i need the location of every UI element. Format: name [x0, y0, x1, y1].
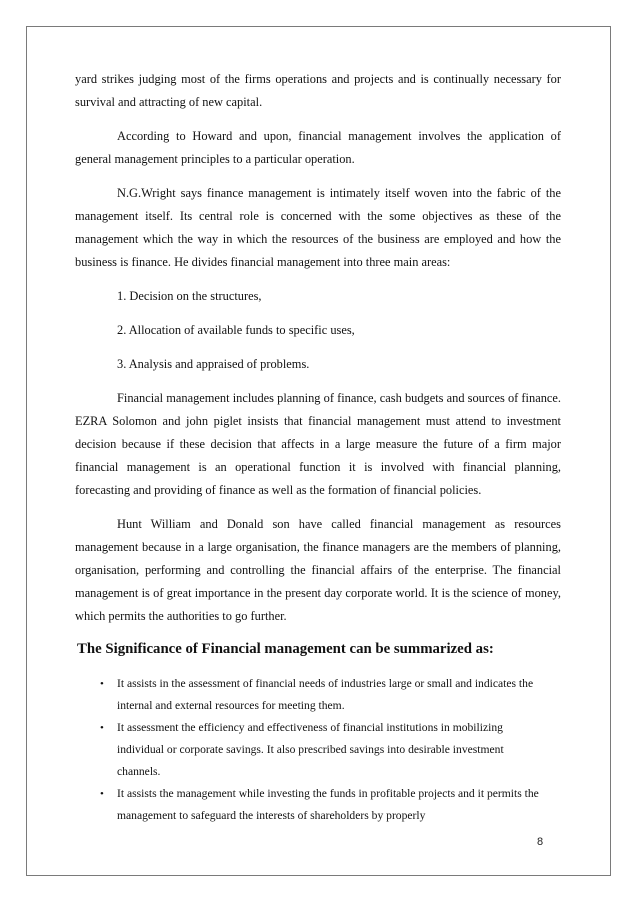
list-item-analysis: 3. Analysis and appraised of problems.: [117, 357, 310, 371]
paragraph-financial-management: Financial management includes planning of finance, cash budgets and sources of finance. EZRA Solomon and john piglet insists that financial management must attend to investment decision because if these decision that affects in a large measure the future of a firm major financial management is an operational function it is involved with financial planning, forecasting and providing of finance as well as the formation of financial policies.: [75, 391, 561, 497]
bullet-text: It assists in the assessment of financial needs of industries large or small and indicates the internal and external resources for meeting them.: [117, 677, 534, 712]
section-heading: The Significance of Financial management can be summarized as:: [77, 641, 494, 657]
list-item-allocation: 2. Allocation of available funds to specific uses,: [117, 323, 355, 337]
paragraph-wright: N.G.Wright says finance management is intimately itself woven into the fabric of the management itself. Its central role is concerned with the some objectives as these of the management which the way in which the resources of the business are employed and how the business is finance. He divides financial management into three main areas:: [75, 186, 561, 269]
paragraph-continuation: yard strikes judging most of the firms operations and projects and is continually necessary for survival and attracting of new capital.: [75, 72, 561, 109]
significance-list: [75, 673, 561, 827]
bullet-icon: •: [100, 788, 104, 800]
bullet-text: It assessment the efficiency and effectiveness of financial institutions in mobilizing individual or corporate savings. It also prescribed savings into desirable investment channels.: [117, 721, 504, 778]
bullet-item: [75, 673, 542, 717]
paragraph-hunt-william: Hunt William and Donald son have called financial management as resources management because in a large organisation, the finance managers are the members of planning, organisation, performing and controlling the financial affairs of the enterprise. The financial management is of great importance in the present day corporate world. It is the science of money, which permits the authorities to go further.: [75, 517, 561, 623]
bullet-item: [75, 783, 542, 827]
list-item-decision: 1. Decision on the structures,: [117, 289, 262, 303]
page-content: [75, 68, 561, 827]
bullet-item: [75, 717, 542, 783]
page-number: 8: [537, 836, 544, 848]
bullet-text: It assists the management while investing the funds in profitable projects and it permits the management to safeguard the interests of shareholders by properly: [117, 787, 539, 822]
bullet-icon: •: [100, 678, 104, 690]
paragraph-howard: According to Howard and upon, financial management involves the application of general management principles to a particular operation.: [75, 129, 561, 166]
bullet-icon: •: [100, 722, 104, 734]
